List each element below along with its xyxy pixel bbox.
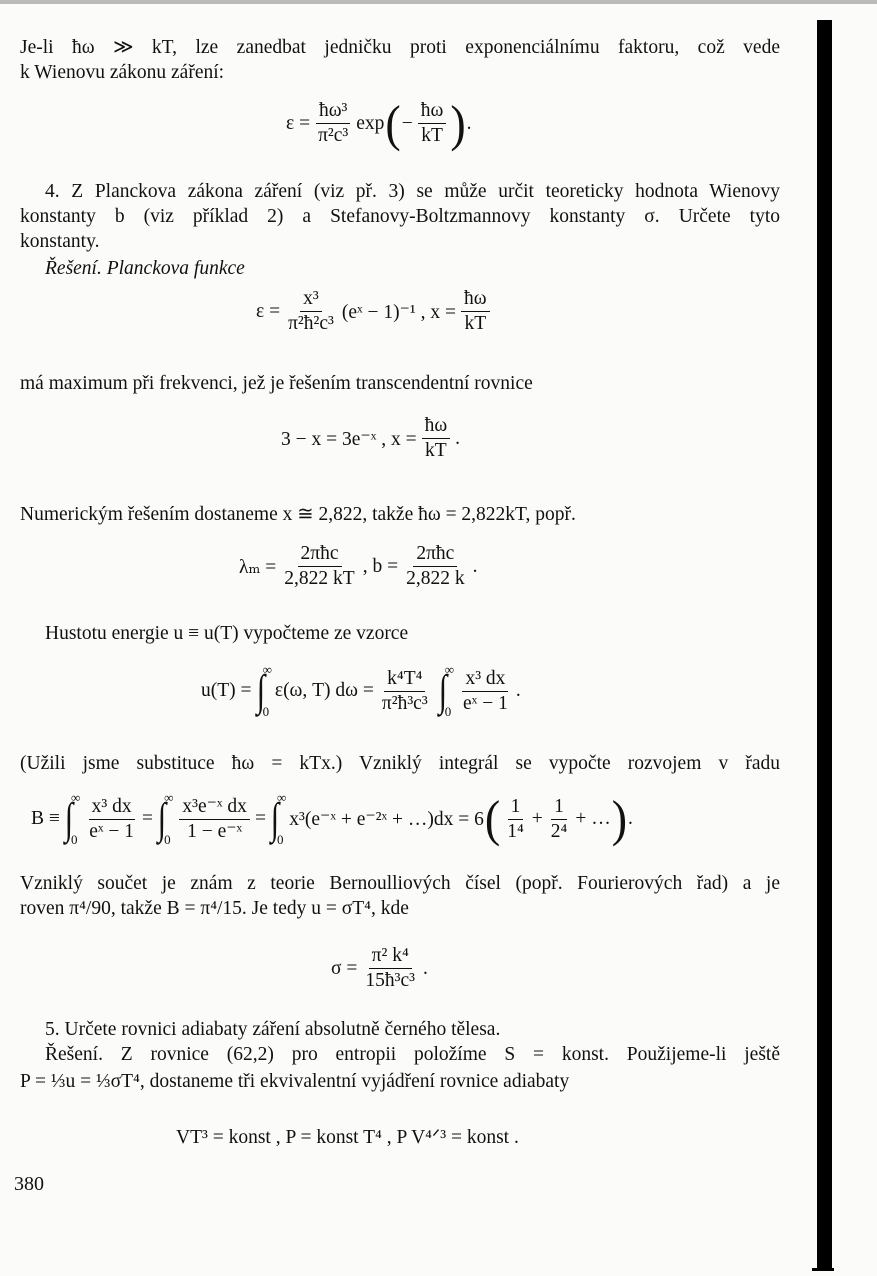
equation-text: VT³ = konst , P = konst T⁴ , P V⁴ᐟ³ = konst . (176, 1127, 519, 1148)
equation-text: ε = (256, 300, 281, 322)
fraction-denominator: 1⁴ (507, 820, 524, 842)
fraction-numerator: ħω (461, 288, 490, 312)
paragraph-line: (Užili jsme substituce ħω = kTx.) Vzniklý integrál se vypočte rozvojem v řadu (20, 753, 780, 774)
equation-bracket: ) (611, 790, 628, 847)
fraction-numerator: 1 (508, 796, 524, 820)
integral-sign-icon: ∫ (64, 794, 74, 843)
integral-sign-icon: ∫ (270, 794, 280, 843)
problem-4-line: konstanty. (20, 231, 100, 252)
fraction (379, 668, 431, 715)
fraction-denominator: eˣ − 1 (89, 820, 135, 842)
fraction-numerator: ħω³ (316, 100, 350, 124)
equation-energy (200, 662, 522, 720)
equation-bracket: ( (484, 790, 501, 847)
integral-sign-icon: ∫ (256, 666, 265, 715)
integral-upper-limit: ∞ (444, 662, 455, 677)
fraction-numerator: x³e⁻ˣ dx (179, 796, 250, 820)
equation-planck (255, 288, 494, 335)
equation-text: B ≡ (31, 808, 60, 829)
scan-binding-shadow (817, 20, 832, 1270)
equation-text: − (401, 112, 413, 134)
equation-lambda (238, 543, 478, 590)
equation-text: . (628, 808, 633, 829)
integral-sign-icon: ∫ (157, 794, 167, 843)
fraction-numerator: x³ (300, 288, 322, 312)
problem-4-line: 4. Z Planckova zákona záření (viz př. 3) se může určit teoreticky hodnota Wienovy (45, 181, 780, 202)
equation-transcendent (280, 415, 461, 462)
equation-adiabat (175, 1125, 520, 1149)
equation-text: x³(e⁻ˣ + e⁻²ˣ + …)dx = 6 (289, 809, 484, 830)
paragraph-line: k Wienovu zákonu záření: (20, 62, 225, 83)
paragraph-line: Numerickým řešením dostaneme x ≅ 2,822, takže ħω = 2,822kT, popř. (20, 504, 576, 525)
fraction-denominator: 2⁴ (550, 820, 568, 842)
fraction-denominator: kT (425, 440, 447, 461)
integral-lower-limit: 0 (262, 704, 270, 719)
fraction-denominator: 15ħ³c³ (365, 970, 415, 991)
fraction-numerator: ħω (422, 415, 451, 439)
integral-upper-limit: ∞ (70, 790, 81, 805)
equation-text: + (531, 808, 543, 829)
scan-binding-foot (812, 1268, 834, 1271)
paragraph-line: Vzniklý součet je znám z teorie Bernoulliových čísel (popř. Fourierových řad) a je (20, 873, 780, 894)
fraction (315, 100, 351, 147)
equation-text: exp (356, 112, 385, 134)
equation-text: . (455, 427, 461, 449)
equation-series (30, 790, 634, 848)
fraction (281, 543, 357, 590)
fraction (461, 288, 490, 335)
integral-lower-limit: 0 (70, 832, 78, 847)
integral (255, 662, 272, 720)
equation-wien (285, 94, 473, 151)
integral-lower-limit: 0 (277, 832, 284, 847)
equation-text: ε(ω, T) dω = (274, 680, 374, 701)
equation-text: λₘ = (239, 556, 277, 578)
fraction (362, 945, 418, 992)
equation-text: u(T) = (201, 680, 252, 701)
problem-4-line: konstanty b (viz příklad 2) a Stefanovy-Boltzmannovy konstanty σ. Určete tyto (20, 206, 780, 227)
equation-text: + … (575, 808, 611, 829)
equation-text: (eˣ − 1)⁻¹ , x = (341, 301, 457, 323)
equation-bracket: ( (385, 94, 401, 151)
integral (269, 790, 286, 848)
fraction (285, 288, 337, 335)
fraction-numerator: k⁴T⁴ (384, 668, 425, 692)
integral-lower-limit: 0 (444, 704, 452, 719)
integral-lower-limit: 0 (164, 832, 171, 847)
equation-bracket: ) (450, 94, 466, 151)
fraction-numerator: x³ dx (462, 668, 508, 692)
integral (63, 790, 80, 848)
problem-5-line: Řešení. Z rovnice (62,2) pro entropii položíme S = konst. Použijeme-li ještě (45, 1044, 780, 1065)
equation-text: ε = (286, 112, 311, 134)
fraction-denominator: π²c³ (318, 125, 349, 146)
fraction-numerator: 2πħc (413, 543, 457, 567)
integral-upper-limit: ∞ (262, 662, 272, 677)
paragraph-line: roven π⁴/90, takže B = π⁴/15. Je tedy u = σT⁴, kde (20, 898, 409, 919)
fraction (403, 543, 468, 590)
equation-text: σ = (331, 957, 358, 979)
paragraph-line: Je-li ħω ≫ kT, lze zanedbat jedničku proti exponenciálnímu faktoru, což vede (20, 37, 780, 58)
fraction (86, 796, 137, 843)
fraction-numerator: 1 (551, 796, 567, 820)
equation-text: , b = (362, 555, 399, 577)
fraction-numerator: ħω (418, 100, 447, 124)
equation-text: . (472, 555, 478, 577)
equation-sigma (330, 945, 429, 992)
fraction (504, 796, 527, 843)
fraction (179, 796, 250, 843)
fraction-denominator: 2,822 kT (284, 568, 355, 589)
fraction-numerator: x³ dx (89, 796, 135, 820)
fraction-denominator: π²ħ³c³ (381, 692, 428, 714)
fraction-denominator: kT (464, 313, 487, 334)
integral (437, 662, 454, 720)
equation-text: . (466, 112, 472, 134)
fraction (548, 796, 571, 843)
problem-5-line: P = ⅓u = ⅓σT⁴, dostaneme tři ekvivalentní vyjádření rovnice adiabaty (20, 1071, 570, 1092)
fraction-denominator: eˣ − 1 (463, 692, 508, 714)
fraction-denominator: kT (421, 125, 443, 146)
equation-text: . (515, 680, 521, 701)
fraction (422, 415, 451, 462)
scan-top-edge (0, 0, 877, 4)
page-number: 380 (14, 1173, 44, 1195)
paragraph-line: má maximum při frekvenci, jež je řešením transcendentní rovnice (20, 373, 533, 394)
integral-sign-icon: ∫ (438, 666, 447, 715)
integral (156, 790, 173, 848)
problem-5-line: 5. Určete rovnici adiabaty záření absolutně černého tělesa. (45, 1019, 501, 1040)
fraction-denominator: π²ħ²c³ (288, 313, 334, 334)
integral-upper-limit: ∞ (164, 790, 174, 805)
fraction-numerator: 2πħc (298, 543, 342, 567)
fraction-denominator: 2,822 k (406, 568, 465, 589)
integral-upper-limit: ∞ (277, 790, 287, 805)
fraction (460, 668, 511, 715)
equation-text: . (423, 957, 428, 979)
equation-text: = (254, 808, 266, 829)
paragraph-line: Hustotu energie u ≡ u(T) vypočteme ze vzorce (45, 623, 409, 644)
equation-text: 3 − x = 3e⁻ˣ , x = (281, 428, 417, 450)
equation-text: = (142, 808, 154, 829)
fraction-denominator: 1 − e⁻ˣ (187, 820, 243, 842)
fraction (418, 100, 447, 147)
fraction-numerator: π² k⁴ (369, 945, 412, 969)
solution-heading: Řešení. Planckova funkce (45, 258, 245, 279)
